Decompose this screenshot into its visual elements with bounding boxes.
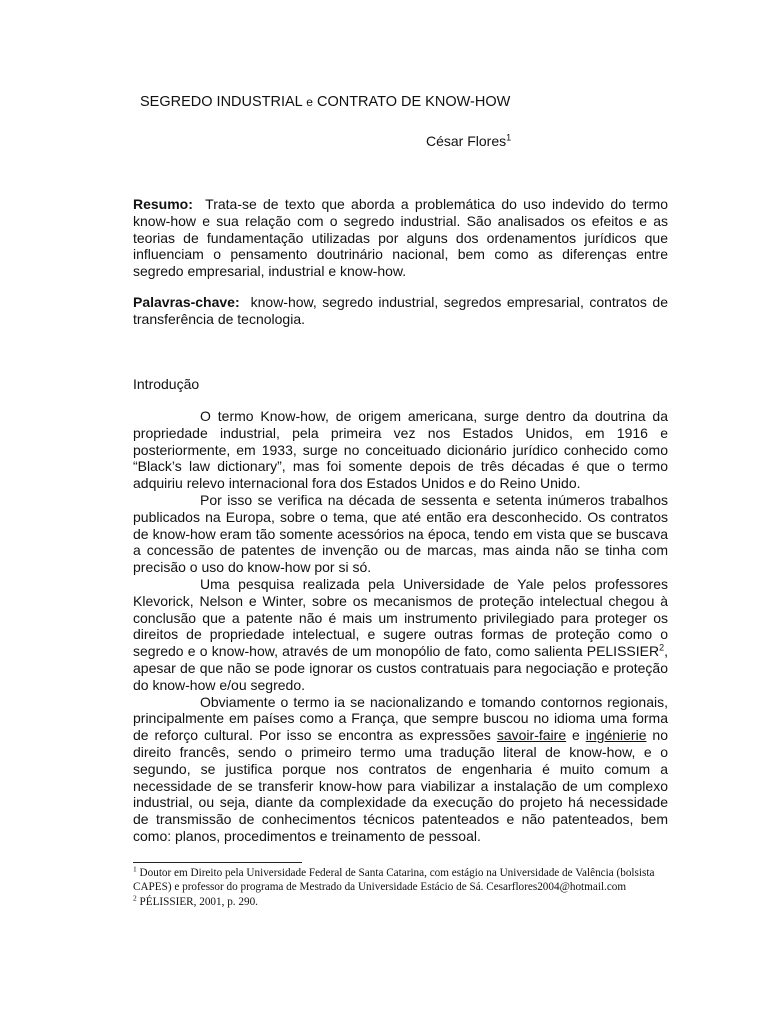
paragraph-4-text-b: no direito francês, sendo o primeiro termo uma tradução literal de know-how, e o segundo, se justifica porque nos contratos de engenharia é muito comum a necessidade de se transferir know-how para viabilizar a instalação de um complexo industrial, ou seja, diante da complexidade da execução do projeto há necessidade de transmissão de conhecimentos técnicos patenteados e não patenteados, bem como: planos, procedimentos e treinamento de pessoal. [133,727,668,844]
paragraph-1: O termo Know-how, de origem americana, surge dentro da doutrina da propriedade industrial, pela primeira vez nos Estados Unidos, em 1916 e posteriormente, em 1933, surge no conceituado dicionário jurídico conhecido como “Black’s law dictionary”, mas foi somente depois de três décadas é que o termo adquiriu relevo internacional fora dos Estados Unidos e do Reino Unido. [133,408,668,492]
paragraph-3-footnote-mark: 2 [659,642,665,653]
title-part-1: SEGREDO INDUSTRIAL [140,94,307,110]
title-connector: e [306,95,313,109]
term-ingenierie: ingénierie [585,727,647,744]
body-text [133,408,668,845]
footnote-1-mark: 1 [133,864,137,874]
author-line [426,133,511,150]
footnote-1-text: Doutor em Direito pela Universidade Federal de Santa Catarina, com estágio na Universidade de Valência (bolsista CAPES) e professor do programa de Mestrado da Universidade Estácio de Sá. Cesarflores2004@hotmail.com [133,867,655,894]
abstract [133,196,668,280]
paragraph-4 [133,694,668,845]
paragraph-3-text-a: Uma pesquisa realizada pela Universidade de Yale pelos professores Klevorick, Nelson e Winter, sobre os mecanismos de proteção intelectual chegou à conclusão que a patente não é mais um instrumento privilegiado para proteger os direitos de propriedade intelectual, e sugere outras formas de proteção como o segredo e o know-how, através de um monopólio de fato, como salienta PELISSIER [133,575,668,660]
footnote-separator [133,862,302,863]
paragraph-4-connector: e [566,727,586,744]
paragraph-3 [133,576,668,694]
paragraph-2: Por isso se verifica na década de sessenta e setenta inúmeros trabalhos publicados na Europa, sobre o tema, que até então era desconhecido. Os contratos de know-how eram tão somente acessórios na época, tendo em vista que se buscava a concessão de patentes de invenção ou de marcas, mas ainda não se tinha com precisão o uso do know-how por si só. [133,491,668,576]
keywords-label: Palavras-chave: [133,294,240,310]
footnotes [133,866,673,909]
footnote-2-mark: 2 [133,893,137,903]
keywords [133,294,668,328]
author-footnote-mark: 1 [506,132,512,143]
document-title [140,93,510,111]
footnote-2-text: PÉLISSIER, 2001, p. 290. [136,895,258,908]
title-part-2: CONTRATO DE KNOW-HOW [312,94,511,110]
keywords-text: know-how, segredo industrial, segredos empresarial, contratos de transferência de tecnologia. [133,294,668,327]
section-heading: Introdução [133,376,200,392]
paragraph-3-text-b: , apesar de que não se pode ignorar os custos contratuais para negociação e proteção do know-how e/ou segredo. [133,643,668,693]
term-savoir-faire: savoir-faire [496,727,567,744]
footnote-2 [133,895,673,909]
abstract-label: Resumo: [133,196,193,212]
abstract-text: Trata-se de texto que aborda a problemática do uso indevido do termo know-how e sua relação com o segredo industrial. São analisados os efeitos e as teorias de fundamentação utilizadas por alguns dos ordenamentos jurídicos que influenciam o pensamento doutrinário nacional, bem como as diferenças entre segredo empresarial, industrial e know-how. [133,196,668,280]
author-name: César Flores [426,133,507,149]
footnote-1 [133,866,673,895]
paragraph-4-text-a: Obviamente o termo ia se nacionalizando e tomando contornos regionais, principalmente em países como a França, que sempre buscou no idioma uma forma de reforço cultural. Por isso se encontra as expressões [133,693,668,744]
